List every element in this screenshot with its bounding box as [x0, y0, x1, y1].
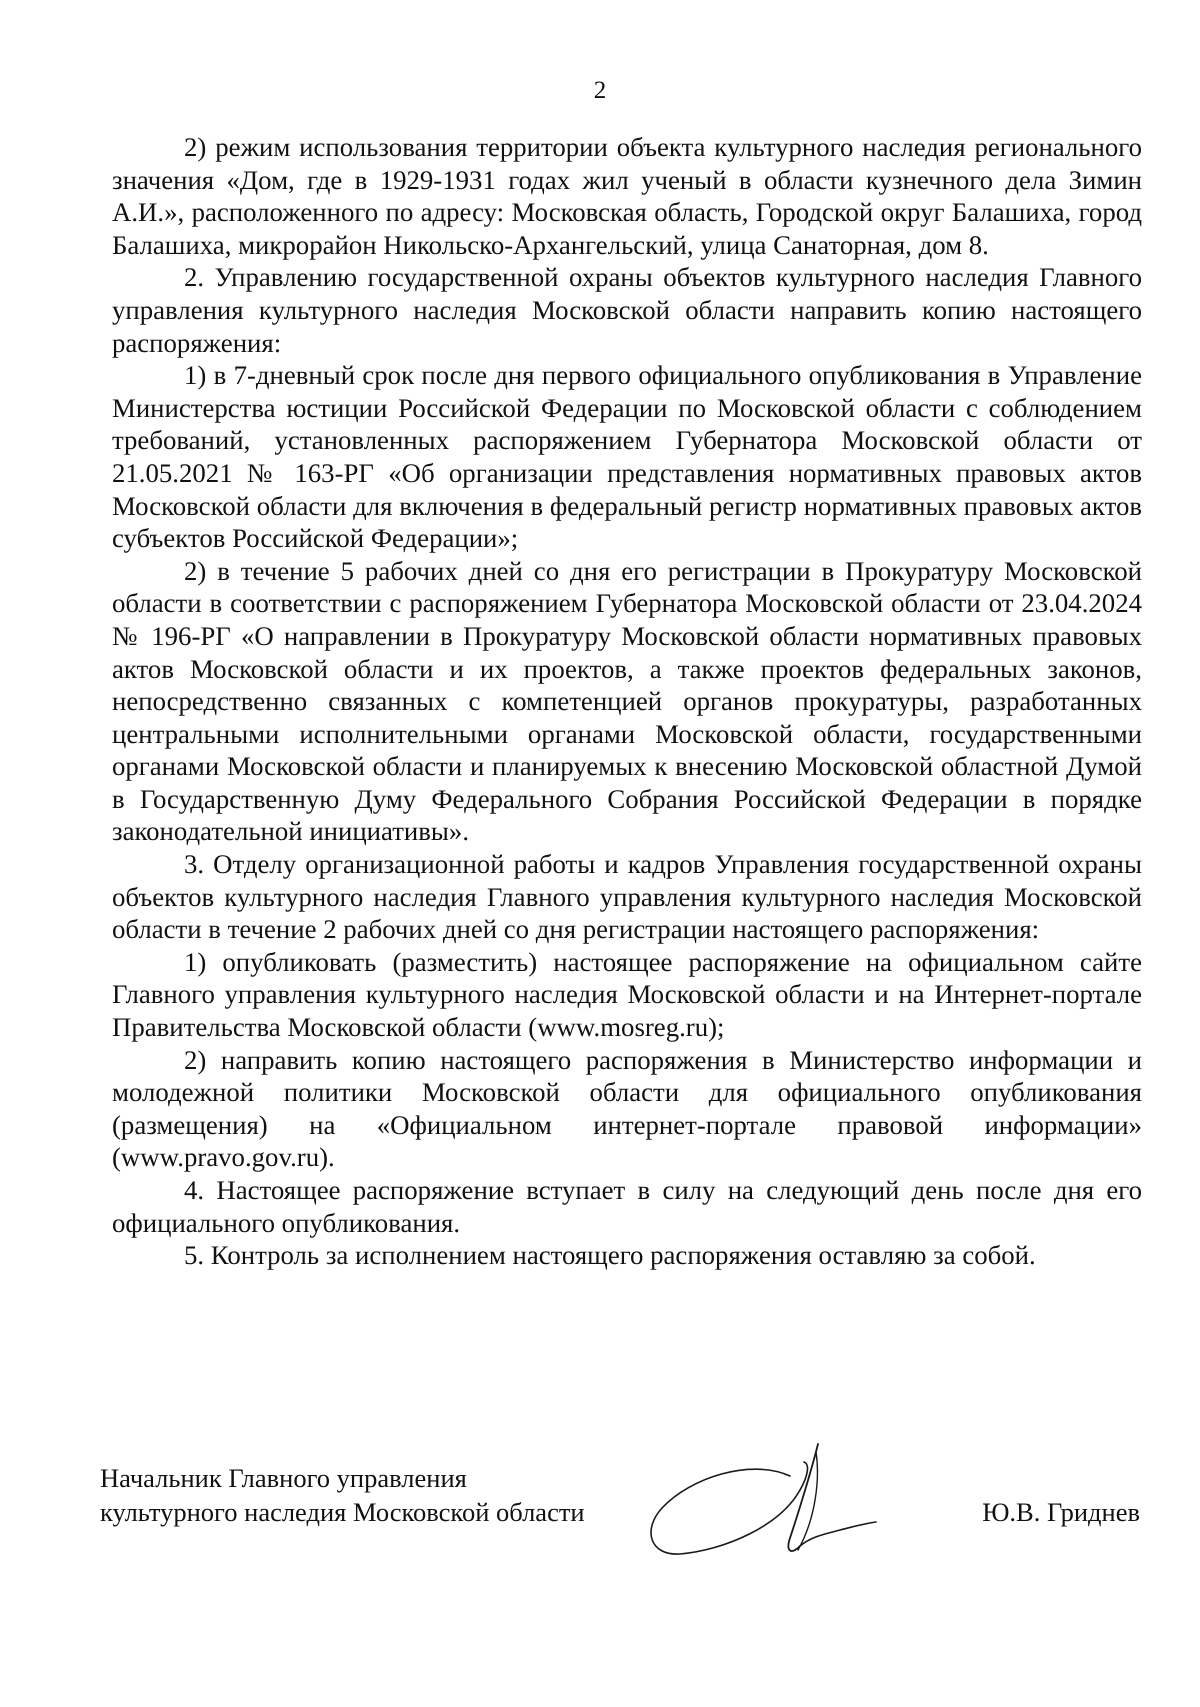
paragraph-section-2-item-1: 1) в 7-дневный срок после дня первого официального опубликования в Управление Министерства юстиции Российской Федерации по Московской области с соблюдением требований, установленных распоряжением Губернатора Московской области от 21.05.2021 № 163-РГ «Об организации представления нормативных правовых актов Московской области для включения в федеральный регистр нормативных правовых актов субъектов Российской Федерации»;	[112, 360, 1142, 554]
paragraph-section-3-item-1: 1) опубликовать (разместить) настоящее распоряжение на официальном сайте Главного управления культурного наследия Московской области и на Интернет-портале Правительства Московской области (www.mosreg.ru);	[112, 946, 1142, 1043]
paragraph-section-3-item-2: 2) направить копию настоящего распоряжения в Министерство информации и молодежной политики Московской области для официального опубликования (размещения) на «Официальном интернет-портале правовой информации» (www.pravo.gov.ru).	[112, 1044, 1142, 1173]
signatory-position-line-1: Начальник Главного управления	[100, 1463, 467, 1493]
page-number: 2	[593, 77, 607, 104]
paragraph-section-3: 3. Отделу организационной работы и кадров Управления государственной охраны объектов культурного наследия Главного управления культурного наследия Московской области в течение 2 рабочих дней со дня регистрации настоящего распоряжения:	[112, 849, 1142, 945]
document-body	[112, 131, 1142, 1272]
handwritten-signature	[640, 1438, 890, 1578]
signatory-name: Ю.В. Гриднев	[982, 1497, 1140, 1527]
paragraph-section-5: 5. Контроль за исполнением настоящего распоряжения оставляю за собой.	[184, 1240, 1036, 1271]
signatory-position-line-2: культурного наследия Московской области	[100, 1497, 585, 1527]
paragraph-section-4: 4. Настоящее распоряжение вступает в силу на следующий день после дня его официального опубликования.	[112, 1175, 1142, 1238]
paragraph-section-2-item-2: 2) в течение 5 рабочих дней со дня его регистрации в Прокуратуру Московской области в соответствии с распоряжением Губернатора Московской области от 23.04.2024 № 196-РГ «О направлении в Прокуратуру Московской области нормативных правовых актов Московской области и их проектов, а также проектов федеральных законов, непосредственно связанных с компетенцией органов прокуратуры, разработанных центральными исполнительными органами Московской области, государственными органами Московской области и планируемых к внесению Московской областной Думой в Государственную Думу Федерального Собрания Российской Федерации в порядке законодательной инициативы».	[112, 555, 1142, 847]
signature-block	[100, 1461, 1140, 1581]
signatory-position	[100, 1461, 585, 1529]
paragraph-item-2-regime: 2) режим использования территории объекта культурного наследия регионального значения «Дом, где в 1929-1931 годах жил ученый в области кузнечного дела Зимин А.И.», расположенного по адресу: Московская область, Городской округ Балашиха, город Балашиха, микрорайон Никольско-Архангельский, улица Санаторная, дом 8.	[112, 132, 1142, 260]
paragraph-section-2: 2. Управлению государственной охраны объектов культурного наследия Главного управления культурного наследия Московской области направить копию настоящего распоряжения:	[112, 262, 1142, 358]
